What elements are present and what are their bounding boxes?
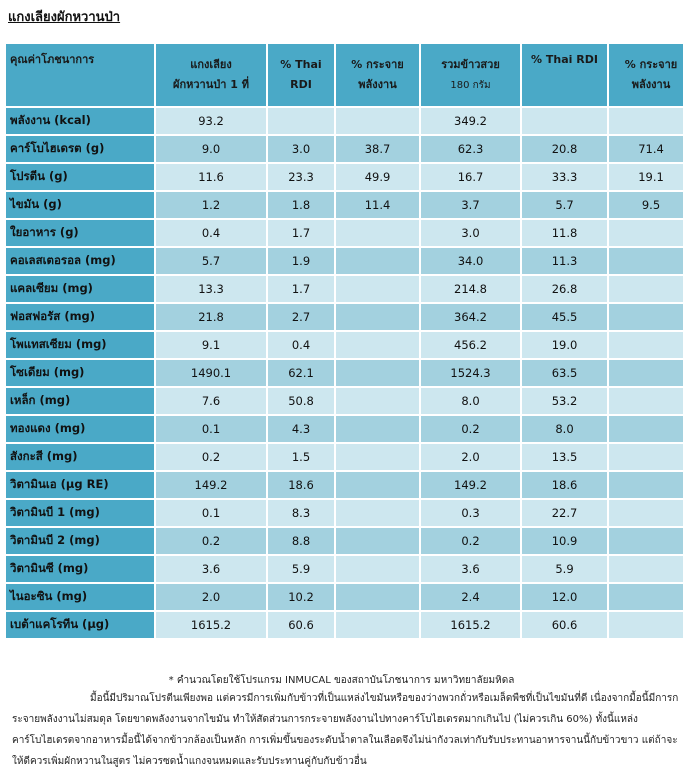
header-thai-rdi-with-rice: % Thai RDI [522,44,607,106]
thai-rdi-with-rice-value: 13.5 [522,444,607,470]
dish-value: 7.6 [156,388,266,414]
table-row [6,584,683,610]
nutrient-label: ฟอสฟอรัส (mg) [6,304,154,330]
energy-distribution-value [336,248,419,274]
thai-rdi-with-rice-value: 11.3 [522,248,607,274]
with-rice-value: 456.2 [421,332,520,358]
thai-rdi-value: 8.3 [268,500,334,526]
table-row [6,108,683,134]
header-dish: แกงเลียง ผักหวานป่า 1 ที่ [156,44,266,106]
table-row [6,192,683,218]
energy-distribution-with-rice-value [609,304,683,330]
energy-distribution-with-rice-value [609,472,683,498]
thai-rdi-with-rice-value: 63.5 [522,360,607,386]
table-row [6,276,683,302]
thai-rdi-value: 2.7 [268,304,334,330]
energy-distribution-with-rice-value [609,388,683,414]
nutrition-comment: มื้อนี้มีปริมาณโปรตีนเพียงพอ แต่ควรมีการเพิ่มกับข้าวที่เป็นแหล่งไขมันหรือของว่างพวกถั่วหรือเมล็ดพืชที่เป็นไขมันที่ดี เนื่องจากมื้อนี้มีการกระจายพลังงานไม่สมดุล โดยขาดพลังงานจากไขมัน ทำให้สัดส่วนการกระจายพลังงานไปทางคาร์โบไฮเดรตมากเกินไป (ไม่ควรเกิน 60%) ทั้งนี้แหล่งคาร์โบไฮเดรตจากอาหารมื้อนี้ได้จากข้าวกล้องเป็นหลัก การเพิ่มขึ้นของระดับน้ำตาลในเลือดจึงไม่น่ากังวลเท่ากับรับประทานอาหารจานนี้กับข้าวขาว แต่ถ้าจะให้ดีควรเพิ่มผักหวานในสูตร ไม่ควรซดน้ำแกงจนหมดและรับประทานคู่กับกับข้าวอื่น [12,693,679,767]
with-rice-value: 1524.3 [421,360,520,386]
table-row [6,500,683,526]
dish-value: 1490.1 [156,360,266,386]
dish-value: 1615.2 [156,612,266,638]
with-rice-value: 2.4 [421,584,520,610]
energy-distribution-with-rice-value [609,332,683,358]
table-row [6,220,683,246]
dish-value: 0.2 [156,444,266,470]
dish-value: 13.3 [156,276,266,302]
header-nutrient: คุณค่าโภชนาการ [6,44,154,106]
energy-distribution-with-rice-value [609,416,683,442]
with-rice-value: 214.8 [421,276,520,302]
energy-distribution-with-rice-value [609,584,683,610]
dish-value: 9.1 [156,332,266,358]
nutrient-label: สังกะสี (mg) [6,444,154,470]
thai-rdi-value: 1.5 [268,444,334,470]
table-row [6,444,683,470]
energy-distribution-with-rice-value [609,248,683,274]
page-title: แกงเลียงผักหวานป่า [8,10,121,25]
energy-distribution-value [336,556,419,582]
energy-distribution-value [336,584,419,610]
thai-rdi-value: 1.7 [268,276,334,302]
nutrient-label: วิตามินเอ (µg RE) [6,472,154,498]
thai-rdi-with-rice-value: 12.0 [522,584,607,610]
energy-distribution-value [336,108,419,134]
energy-distribution-value [336,444,419,470]
thai-rdi-with-rice-value: 26.8 [522,276,607,302]
with-rice-value: 364.2 [421,304,520,330]
thai-rdi-value: 1.7 [268,220,334,246]
energy-distribution-value [336,276,419,302]
energy-distribution-value [336,332,419,358]
header-energy-distribution-with-rice: % กระจาย พลังงาน [609,44,683,106]
nutrient-label: ไนอะซิน (mg) [6,584,154,610]
with-rice-value: 8.0 [421,388,520,414]
dish-value: 3.6 [156,556,266,582]
energy-distribution-with-rice-value [609,220,683,246]
thai-rdi-with-rice-value [522,108,607,134]
energy-distribution-value [336,304,419,330]
thai-rdi-with-rice-value: 45.5 [522,304,607,330]
thai-rdi-with-rice-value: 8.0 [522,416,607,442]
energy-distribution-value [336,472,419,498]
table-row [6,304,683,330]
nutrient-label: โพแทสเซียม (mg) [6,332,154,358]
energy-distribution-value: 38.7 [336,136,419,162]
nutrient-label: เหล็ก (mg) [6,388,154,414]
nutrient-label: คอเลสเตอรอล (mg) [6,248,154,274]
nutrient-label: ใยอาหาร (g) [6,220,154,246]
thai-rdi-with-rice-value: 53.2 [522,388,607,414]
energy-distribution-with-rice-value: 9.5 [609,192,683,218]
with-rice-value: 34.0 [421,248,520,274]
table-row [6,248,683,274]
energy-distribution-value [336,528,419,554]
nutrition-table [4,42,683,640]
table-row [6,388,683,414]
energy-distribution-with-rice-value [609,108,683,134]
thai-rdi-with-rice-value: 5.7 [522,192,607,218]
energy-distribution-with-rice-value [609,444,683,470]
table-row [6,416,683,442]
table-row [6,164,683,190]
source-note: * คำนวณโดยใช้โปรแกรม INMUCAL ของสถาบันโภชนาการ มหาวิทยาลัยมหิดล [168,675,515,686]
nutrient-label: แคลเซียม (mg) [6,276,154,302]
dish-value: 0.2 [156,528,266,554]
with-rice-value: 3.6 [421,556,520,582]
table-body [6,108,683,638]
thai-rdi-value: 1.8 [268,192,334,218]
energy-distribution-with-rice-value [609,528,683,554]
thai-rdi-value: 10.2 [268,584,334,610]
energy-distribution-value [336,220,419,246]
with-rice-value: 16.7 [421,164,520,190]
energy-distribution-value: 49.9 [336,164,419,190]
nutrient-label: โซเดียม (mg) [6,360,154,386]
thai-rdi-value: 62.1 [268,360,334,386]
dish-value: 5.7 [156,248,266,274]
energy-distribution-value [336,612,419,638]
with-rice-value: 62.3 [421,136,520,162]
dish-value: 0.1 [156,416,266,442]
thai-rdi-with-rice-value: 33.3 [522,164,607,190]
energy-distribution-with-rice-value [609,500,683,526]
thai-rdi-with-rice-value: 20.8 [522,136,607,162]
table-row [6,556,683,582]
with-rice-value: 3.7 [421,192,520,218]
table-row [6,136,683,162]
nutrient-label: วิตามินซี (mg) [6,556,154,582]
dish-value: 2.0 [156,584,266,610]
energy-distribution-with-rice-value [609,612,683,638]
with-rice-value: 0.2 [421,528,520,554]
thai-rdi-with-rice-value: 60.6 [522,612,607,638]
table-row [6,332,683,358]
dish-value: 93.2 [156,108,266,134]
nutrient-label: พลังงาน (kcal) [6,108,154,134]
energy-distribution-with-rice-value: 71.4 [609,136,683,162]
thai-rdi-with-rice-value: 18.6 [522,472,607,498]
thai-rdi-with-rice-value: 11.8 [522,220,607,246]
energy-distribution-with-rice-value [609,276,683,302]
thai-rdi-value: 23.3 [268,164,334,190]
nutrient-label: คาร์โบไฮเดรต (g) [6,136,154,162]
energy-distribution-value [336,360,419,386]
thai-rdi-with-rice-value: 19.0 [522,332,607,358]
table-header-row [6,44,683,106]
energy-distribution-with-rice-value [609,360,683,386]
thai-rdi-with-rice-value: 22.7 [522,500,607,526]
table-row [6,472,683,498]
thai-rdi-value: 0.4 [268,332,334,358]
energy-distribution-value: 11.4 [336,192,419,218]
dish-value: 9.0 [156,136,266,162]
table-row [6,528,683,554]
energy-distribution-value [336,416,419,442]
thai-rdi-with-rice-value: 10.9 [522,528,607,554]
table-row [6,612,683,638]
with-rice-value: 1615.2 [421,612,520,638]
thai-rdi-value: 18.6 [268,472,334,498]
table-row [6,360,683,386]
with-rice-value: 3.0 [421,220,520,246]
thai-rdi-value: 4.3 [268,416,334,442]
energy-distribution-value [336,388,419,414]
thai-rdi-value: 3.0 [268,136,334,162]
thai-rdi-value: 50.8 [268,388,334,414]
dish-value: 21.8 [156,304,266,330]
nutrient-label: โปรตีน (g) [6,164,154,190]
thai-rdi-with-rice-value: 5.9 [522,556,607,582]
with-rice-value: 0.2 [421,416,520,442]
header-thai-rdi: % Thai RDI [268,44,334,106]
nutrient-label: เบต้าแคโรทีน (µg) [6,612,154,638]
nutrient-label: วิตามินบี 2 (mg) [6,528,154,554]
dish-value: 11.6 [156,164,266,190]
thai-rdi-value: 60.6 [268,612,334,638]
nutrient-label: วิตามินบี 1 (mg) [6,500,154,526]
energy-distribution-value [336,500,419,526]
dish-value: 0.4 [156,220,266,246]
thai-rdi-value: 5.9 [268,556,334,582]
dish-value: 0.1 [156,500,266,526]
energy-distribution-with-rice-value: 19.1 [609,164,683,190]
with-rice-value: 349.2 [421,108,520,134]
dish-value: 149.2 [156,472,266,498]
with-rice-value: 2.0 [421,444,520,470]
dish-value: 1.2 [156,192,266,218]
with-rice-value: 0.3 [421,500,520,526]
with-rice-value: 149.2 [421,472,520,498]
thai-rdi-value: 1.9 [268,248,334,274]
energy-distribution-with-rice-value [609,556,683,582]
header-with-rice: รวมข้าวสวย 180 กรัม [421,44,520,106]
thai-rdi-value: 8.8 [268,528,334,554]
nutrient-label: ไขมัน (g) [6,192,154,218]
header-energy-distribution: % กระจาย พลังงาน [336,44,419,106]
nutrient-label: ทองแดง (mg) [6,416,154,442]
thai-rdi-value [268,108,334,134]
